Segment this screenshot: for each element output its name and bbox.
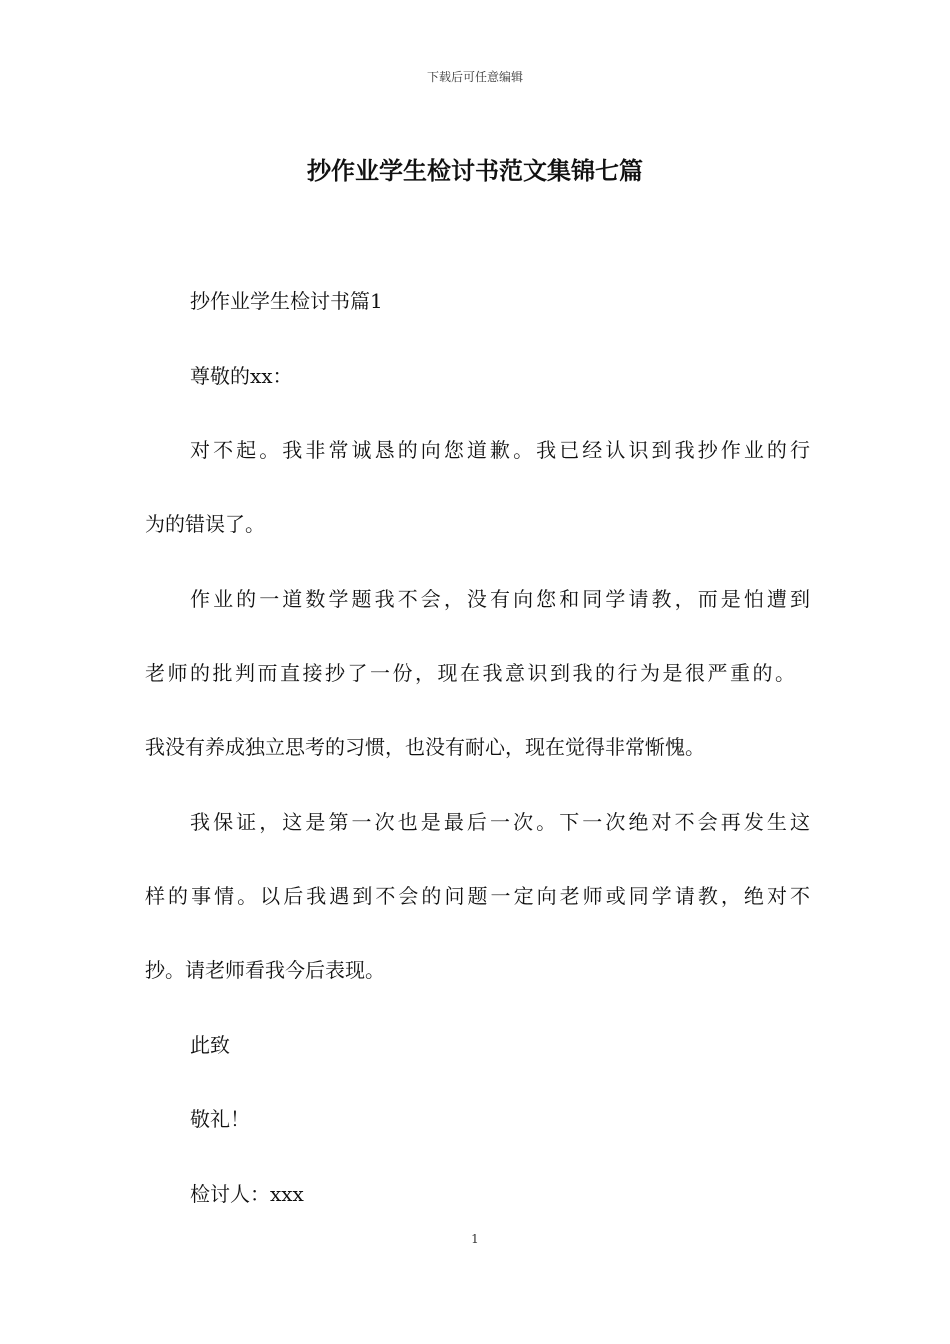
closing: 此致 [190, 1033, 230, 1057]
paragraph-2-line-1: 作业的一道数学题我不会，没有向您和同学请教，而是怕遭到 [190, 587, 810, 611]
paragraph-3-line-2: 样的事情。以后我遇到不会的问题一定向老师或同学请教，绝对不 [145, 884, 810, 908]
salutation: 尊敬的xx： [190, 364, 293, 388]
header-note: 下载后可任意编辑 [426, 70, 523, 84]
paragraph-3-line-1: 我保证，这是第一次也是最后一次。下一次绝对不会再发生这 [190, 810, 810, 834]
paragraph-1-line-2: 为的错误了。 [145, 512, 265, 536]
document-title: 抄作业学生检讨书范文集锦七篇 [307, 156, 643, 185]
regards: 敬礼！ [190, 1107, 250, 1131]
signature: 检讨人：xxx [190, 1182, 304, 1206]
paragraph-2-line-3: 我没有养成独立思考的习惯，也没有耐心，现在觉得非常惭愧。 [145, 735, 705, 759]
page-number: 1 [471, 1232, 479, 1246]
section-heading: 抄作业学生检讨书篇1 [190, 289, 383, 313]
paragraph-3-line-3: 抄。请老师看我今后表现。 [145, 958, 385, 982]
paragraph-2-line-2: 老师的批判而直接抄了一份，现在我意识到我的行为是很严重的。 [145, 661, 795, 685]
paragraph-1-line-1: 对不起。我非常诚恳的向您道歉。我已经认识到我抄作业的行 [190, 438, 810, 462]
